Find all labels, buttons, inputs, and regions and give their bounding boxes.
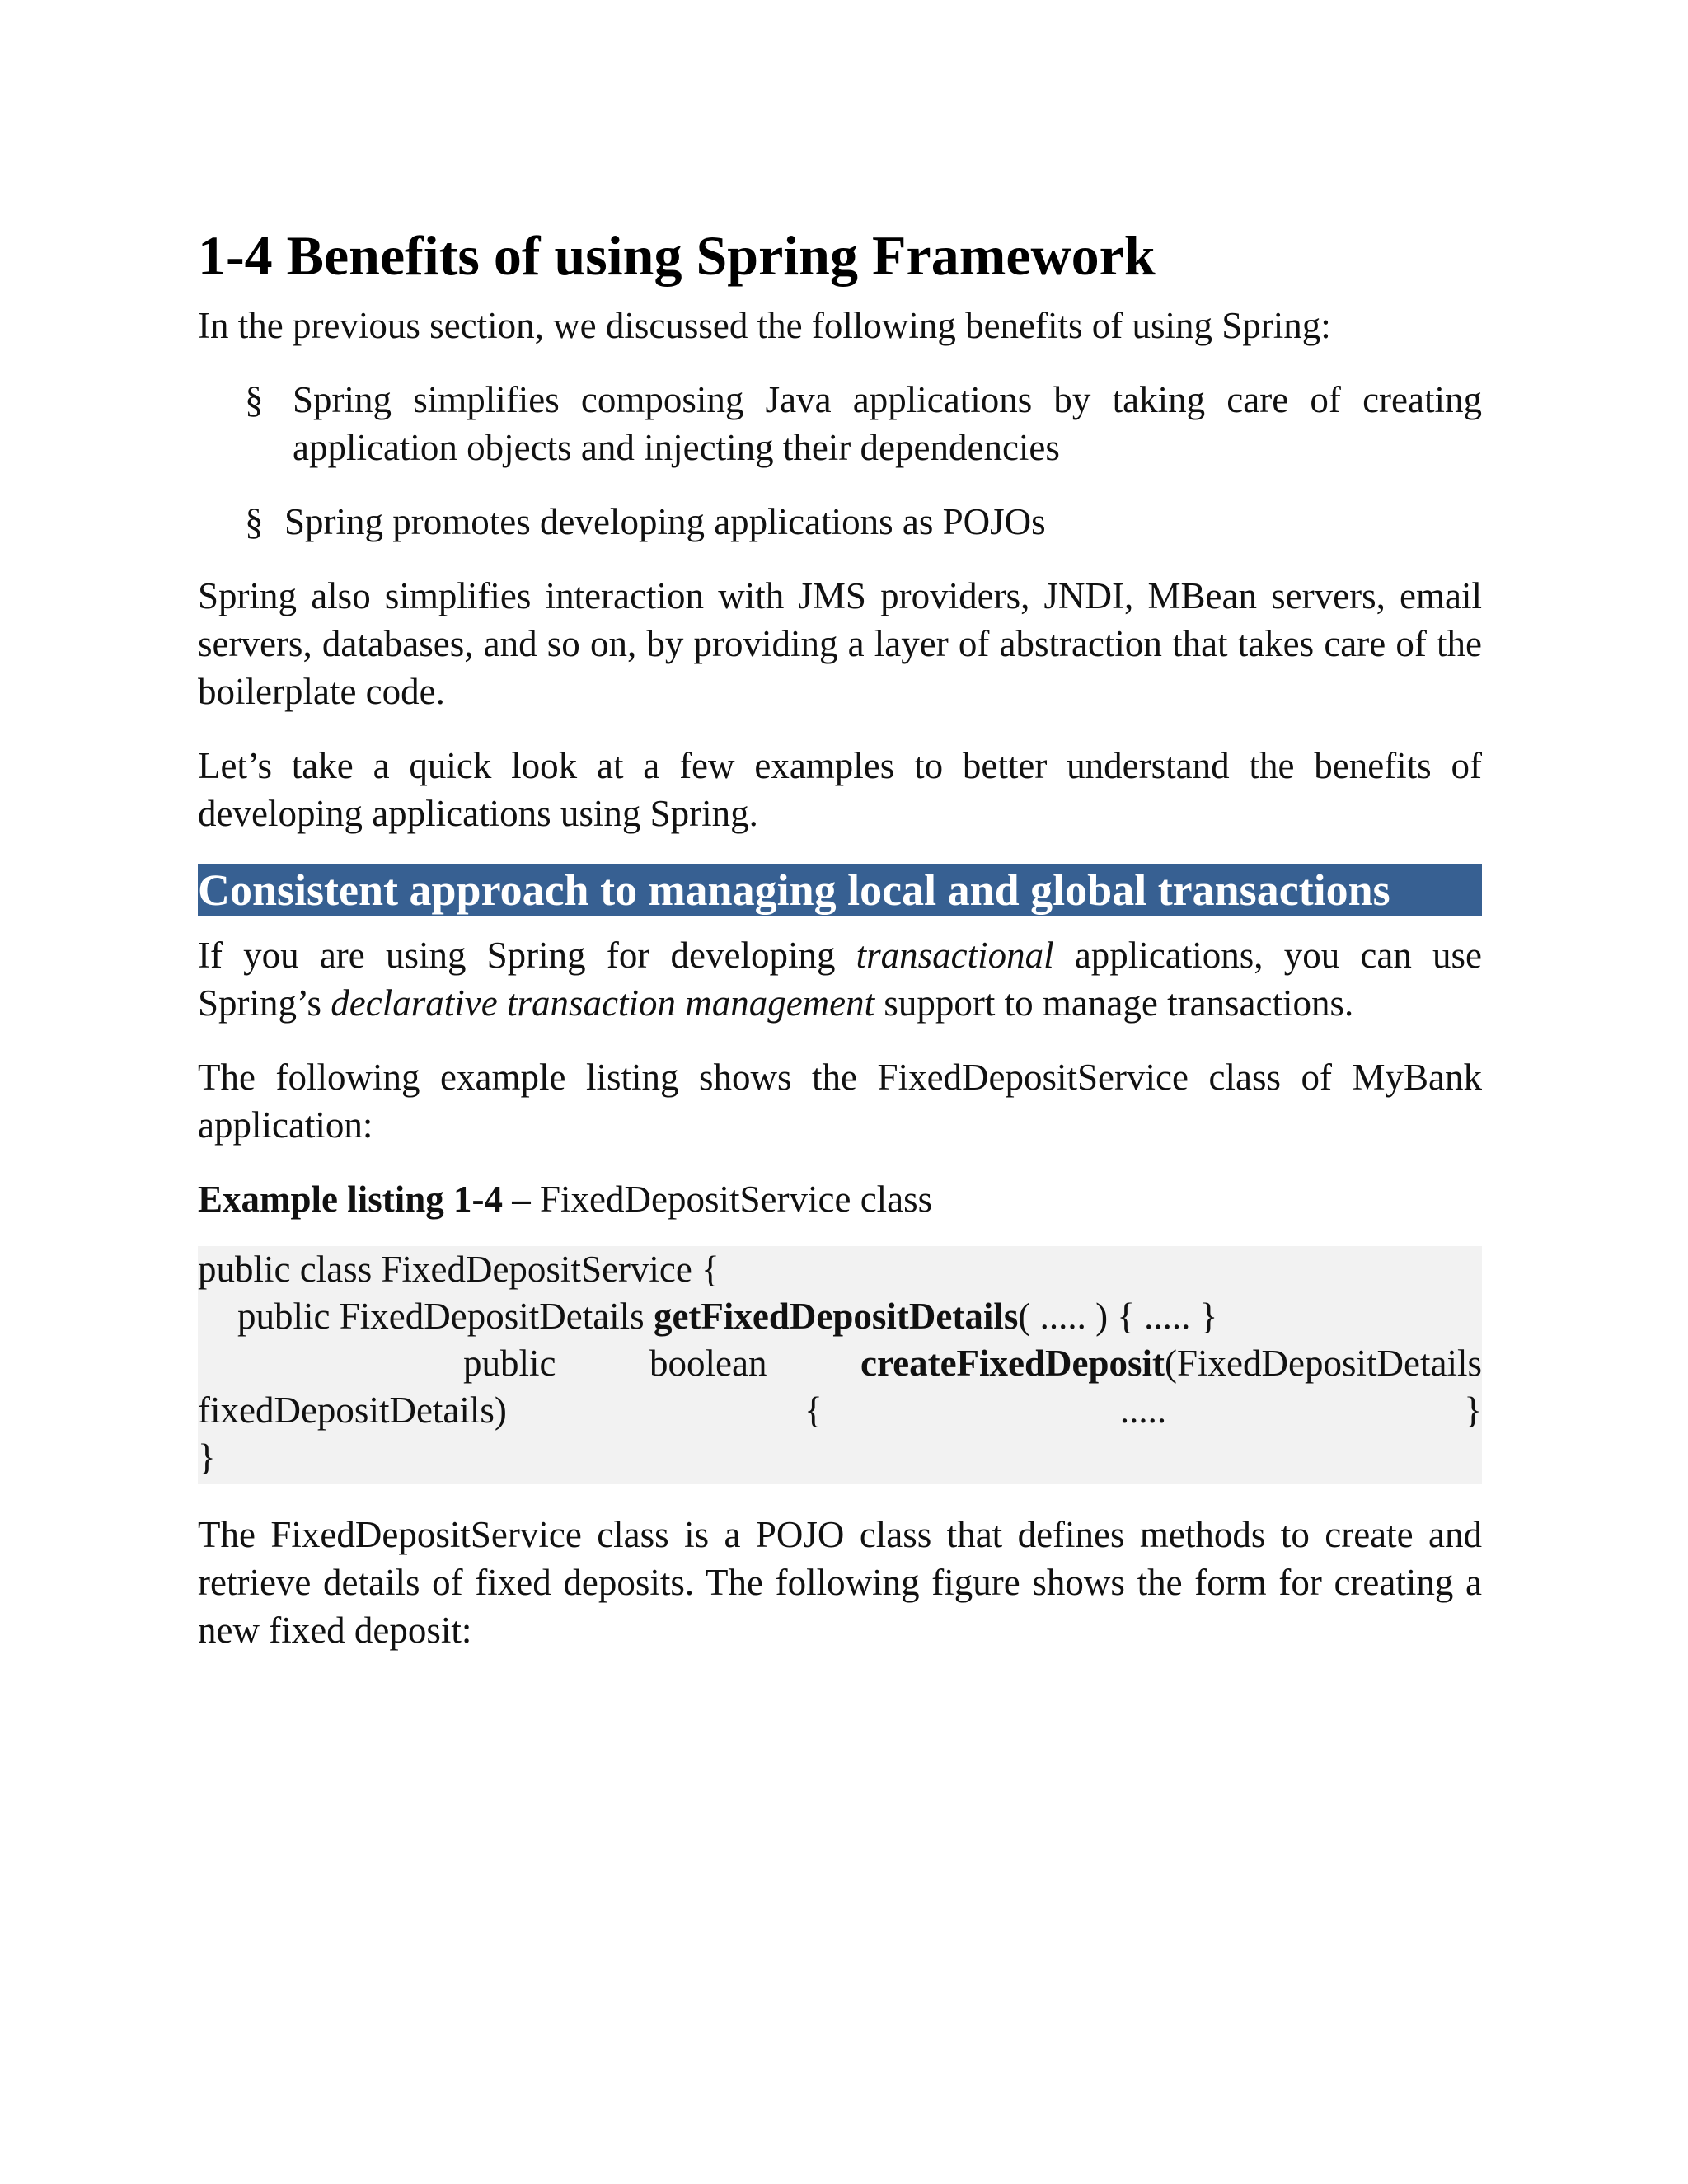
abstraction-paragraph: Spring also simplifies interaction with JMS providers, JNDI, MBean servers, email servers, databases, and so on, by providing a layer of abstraction that takes care of the boilerplate code. xyxy=(198,574,1482,712)
list-item-text: Spring simplifies composing Java applications by taking care of creating application objects and injecting their dependencies xyxy=(293,378,1482,468)
code-line-1: public class FixedDepositService { xyxy=(198,1248,720,1290)
emphasis-transactional: transactional xyxy=(856,934,1054,976)
method-name: getFixedDepositDetails xyxy=(653,1295,1019,1337)
listing-title: FixedDepositService class xyxy=(530,1178,933,1220)
code-listing xyxy=(198,1246,1482,1484)
listing-label: Example listing 1-4 – xyxy=(198,1178,531,1220)
list-item-text: Spring promotes developing applications as POJOs xyxy=(284,500,1046,542)
examples-paragraph: Let’s take a quick look at a few examples to better understand the benefits of developing applications using Spring. xyxy=(198,744,1482,834)
section-heading: 1-4 Benefits of using Spring Framework xyxy=(198,224,1156,287)
subsection-heading: Consistent approach to managing local and global transactions xyxy=(198,864,1482,916)
code-line-3: public boolean createFixedDeposit(FixedDepositDetails fixedDepositDetails) { ..... } xyxy=(198,1342,1482,1431)
listing-caption xyxy=(198,1175,1482,1223)
section-sign-bullet-icon: § xyxy=(245,378,264,420)
listing-intro-paragraph: The following example listing shows the FixedDepositService class of MyBank application: xyxy=(198,1056,1482,1146)
list-item xyxy=(198,376,1482,471)
code-line-4: } xyxy=(198,1436,216,1478)
method-name: createFixedDeposit xyxy=(860,1342,1165,1384)
intro-paragraph: In the previous section, we discussed the following benefits of using Spring: xyxy=(198,304,1331,346)
code-line-2: public FixedDepositDetails getFixedDepositDetails( ..... ) { ..... } xyxy=(237,1295,1218,1337)
list-item xyxy=(198,498,1482,546)
document-page xyxy=(198,223,1482,1680)
emphasis-declarative: declarative transaction management xyxy=(331,982,875,1024)
transaction-paragraph: If you are using Spring for developing transactional applications, you can use Spring’s declarative transaction management support to manage transactions. xyxy=(198,934,1483,1024)
section-sign-bullet-icon: § xyxy=(245,500,264,542)
closing-paragraph: The FixedDepositService class is a POJO class that defines methods to create and retrieve details of fixed deposits. The following figure shows the form for creating a new fixed deposit: xyxy=(198,1513,1482,1651)
benefits-list xyxy=(198,376,1482,546)
